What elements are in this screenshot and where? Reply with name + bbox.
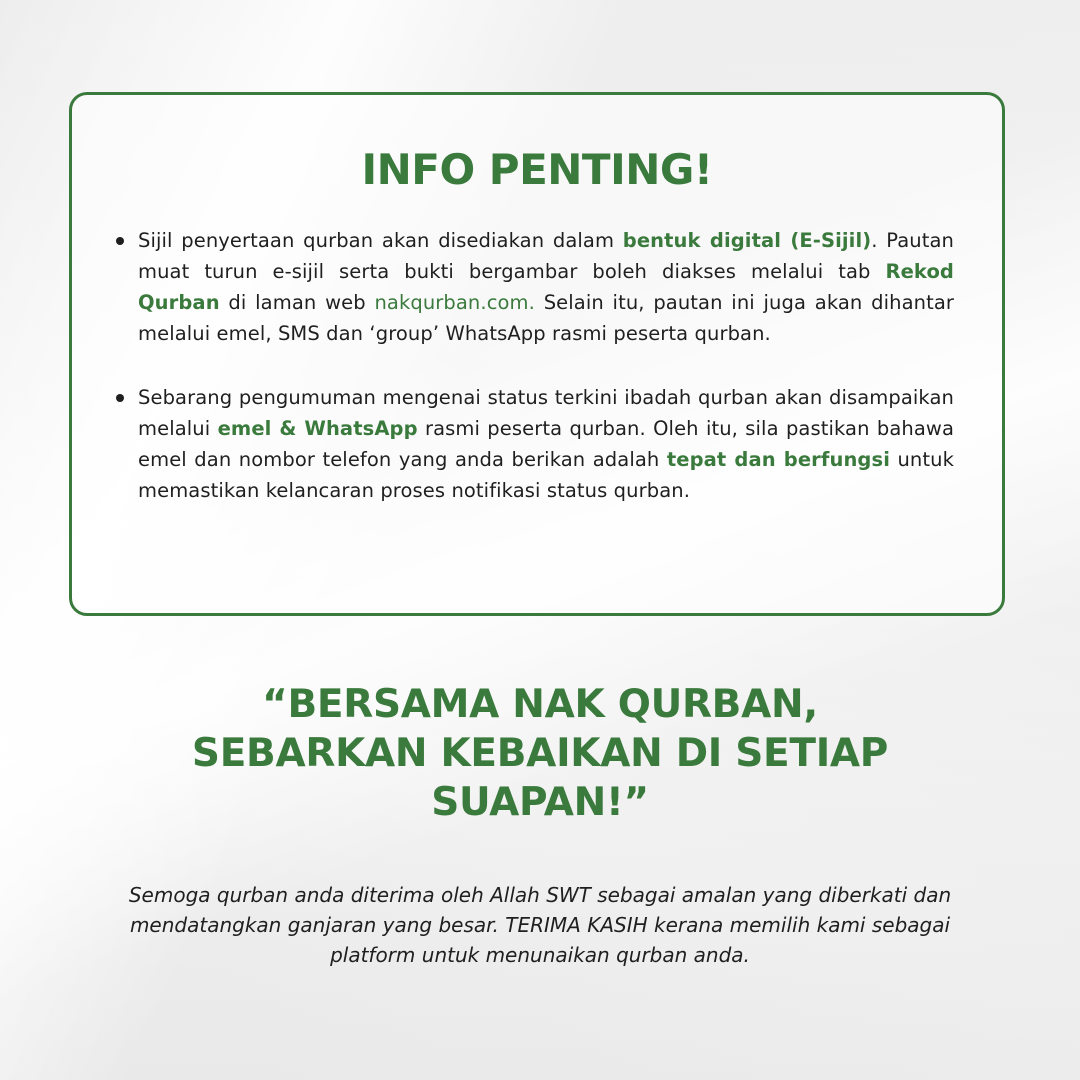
- bullet-text: Selain itu, pautan ini juga akan dihantar melalui emel, SMS dan ‘group’ WhatsApp rasmi peserta qurban.: [138, 291, 955, 345]
- bullet-text: untuk memastikan kelancaran proses notifikasi status qurban.: [138, 448, 954, 502]
- info-title: INFO PENTING!: [361, 145, 713, 194]
- tagline-quote: [90, 680, 990, 827]
- info-panel: [69, 92, 1005, 616]
- info-bullet-list: [138, 225, 954, 506]
- closing-line: platform untuk menunaikan qurban anda.: [330, 943, 750, 967]
- highlight-accurate-functional: tepat dan berfungsi: [666, 448, 890, 471]
- info-bullet-announcement: [138, 382, 954, 506]
- website-link[interactable]: nakqurban.com.: [374, 291, 535, 314]
- quote-line: SEBARKAN KEBAIKAN DI SETIAP: [191, 731, 889, 776]
- highlight-rekod-qurban: Rekod Qurban: [138, 260, 954, 314]
- highlight-digital-certificate: bentuk digital (E-Sijil): [622, 229, 872, 252]
- bullet-dot-icon: [116, 394, 124, 402]
- bullet-text: di laman web: [219, 291, 375, 314]
- bullet-text: Sebarang pengumuman mengenai status terkini ibadah qurban akan disampaikan melalui: [138, 386, 954, 440]
- bullet-text: Sijil penyertaan qurban akan disediakan dalam: [138, 229, 623, 252]
- highlight-email-whatsapp: emel & WhatsApp: [217, 417, 418, 440]
- bullet-text: rasmi peserta qurban. Oleh itu, sila pastikan bahawa emel dan nombor telefon yang anda berikan adalah: [138, 417, 954, 471]
- bullet-dot-icon: [116, 237, 124, 245]
- closing-line: mendatangkan ganjaran yang besar. TERIMA KASIH kerana memilih kami sebagai: [129, 913, 951, 937]
- quote-line: “BERSAMA NAK QURBAN,: [262, 682, 818, 727]
- closing-line: Semoga qurban anda diterima oleh Allah SWT sebagai amalan yang diberkati dan: [128, 883, 952, 907]
- bullet-text: . Pautan muat turun e-sijil serta bukti bergambar boleh diakses melalui tab: [138, 229, 955, 283]
- info-bullet-esijil: [138, 225, 954, 349]
- closing-message: [50, 880, 1030, 970]
- quote-line: SUAPAN!”: [431, 780, 649, 825]
